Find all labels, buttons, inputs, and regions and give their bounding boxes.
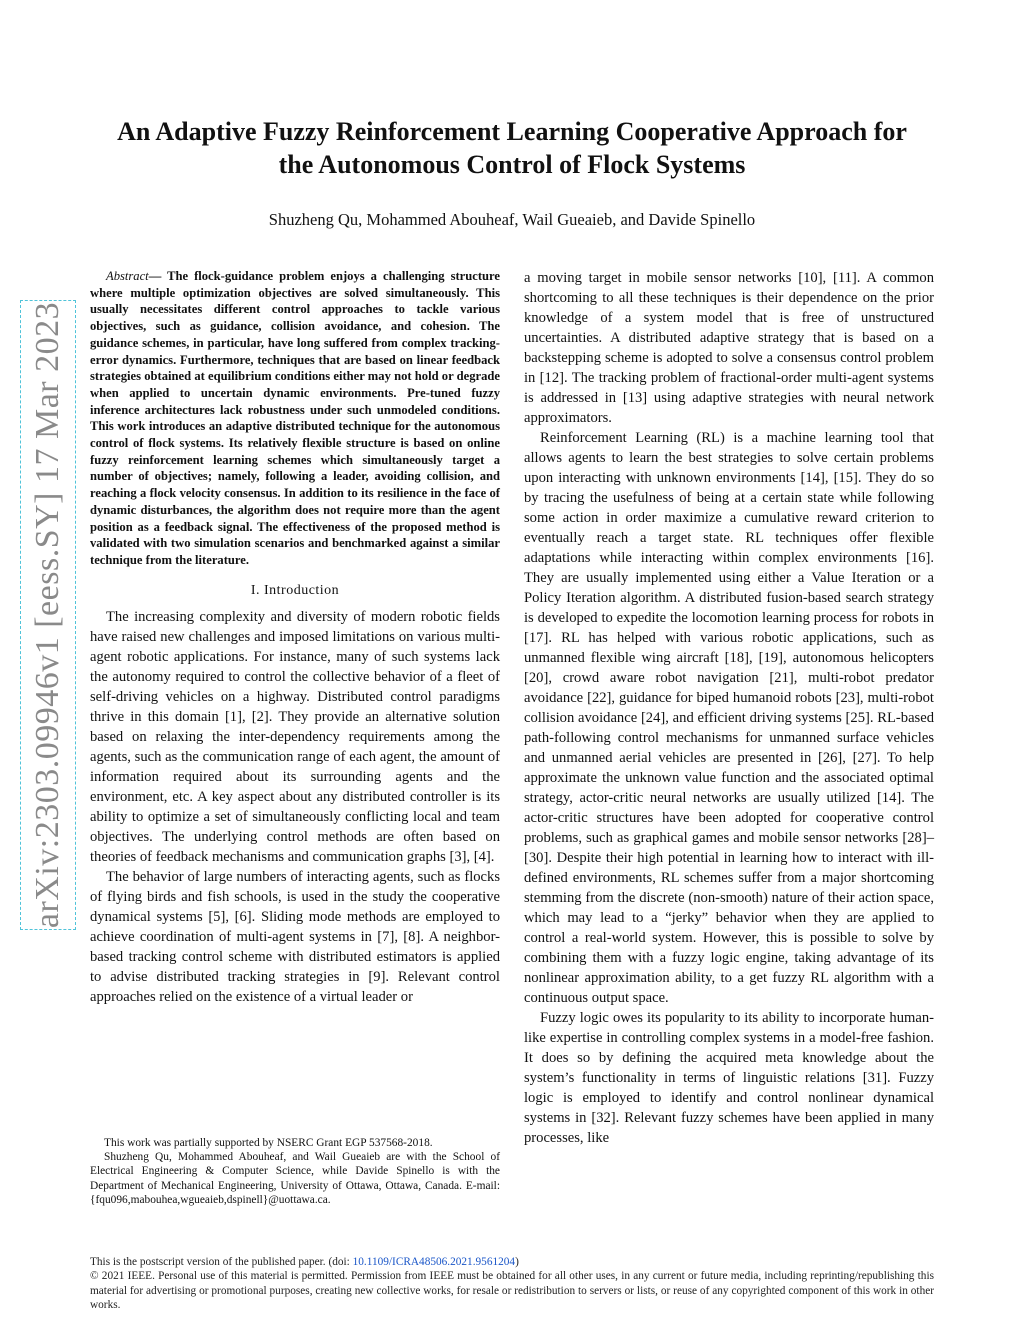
right-paragraph-3: Fuzzy logic owes its popularity to its ability to incorporate human-like expertise in controlling complex systems in a model-free fashion. It does so by defining the acquired meta knowledge about the system’s functionality in terms of linguistic relations [31]. Fuzzy logic is employed to identify and control nonlinear dynamical systems in [32]. Relevant fuzzy schemes have been applied in many processes, like bbox=[524, 1010, 934, 1146]
right-column bbox=[524, 268, 934, 1148]
left-column bbox=[90, 268, 500, 1007]
footnote-affiliation: Shuzheng Qu, Mohammed Abouheaf, and Wail Gueaieb are with the School of Electrical Engineering & Computer Science, while Davide Spinello is with the Department of Mechanical Engineering, University of Ottawa, Ottawa, Canada. E-mail: {fqu096,mabouhea,wgueaieb,dspinell}@uottawa.ca. bbox=[90, 1151, 500, 1206]
abstract bbox=[90, 268, 500, 569]
arxiv-watermark-text: arXiv:2303.09946v1 [eess.SY] 17 Mar 2023 bbox=[29, 301, 66, 929]
paper-title bbox=[90, 115, 934, 181]
right-paragraph-1: a moving target in mobile sensor networks [10], [11]. A common shortcoming to all these techniques is their dependence on the prior knowledge of a system model that is free of unstructured uncertainties. A distributed adaptive strategy that is based on a backstepping scheme is adopted to solve a consensus control problem in [12]. The tracking problem of fractional-order multi-agent systems is addressed in [13] using adaptive strategies with neural network approximators. bbox=[524, 270, 934, 426]
footnote bbox=[90, 1136, 500, 1207]
section-heading-introduction: I. Introduction bbox=[250, 582, 340, 598]
footnote-funding: This work was partially supported by NSERC Grant EGP 537568-2018. bbox=[104, 1137, 433, 1149]
notice-prefix: This is the postscript version of the published paper. (doi: bbox=[90, 1256, 353, 1268]
doi-link[interactable]: 10.1109/ICRA48506.2021.9561204 bbox=[352, 1256, 516, 1268]
abstract-label: Abstract bbox=[106, 269, 149, 283]
publication-notice bbox=[90, 1255, 934, 1312]
title-line-2: the Autonomous Control of Flock Systems bbox=[278, 150, 746, 179]
intro-paragraph-1: The increasing complexity and diversity of modern robotic fields have raised new challenges and imposed limitations on various multi-agent robotic applications. For instance, many of such systems lack the autonomy required to control the collective behavior of a fleet of self-driving vehicles on a highway. Distributed control paradigms thrive in this domain [1], [2]. They provide an alternative solution based on relaxing the inter-dependency requirements among the agents, such as the communication range of each agent, the amount of information required about its surrounding agents and the environment, etc. A key aspect about any distributed controller is its ability to optimize a set of simultaneously conflicting local and team objectives. The underlying control methods are often based on theories of feedback mechanisms and communication graphs [3], [4]. bbox=[90, 608, 500, 865]
postscript-notice bbox=[90, 1255, 934, 1269]
abstract-text: The flock-guidance problem enjoys a challenging structure where multiple optimization objectives are solved simultaneously. This usually necessitates different control approaches to tackle various objectives, such as guidance, collision avoidance, and cohesion. The guidance schemes, in particular, have long suffered from complex tracking-error dynamics. Furthermore, techniques that are based on linear feedback strategies obtained at equilibrium conditions either may not hold or degrade when applied to uncertain dynamic environments. Pre-tuned fuzzy inference architectures lack robustness under such unmodeled conditions. This work introduces an adaptive distributed technique for the autonomous control of flock systems. Its relatively flexible structure is based on online fuzzy reinforcement learning schemes which simultaneously target a number of objectives; namely, following a leader, avoiding collision, and reaching a flock velocity consensus. In addition to its resilience in the face of dynamic disturbances, the algorithm does not require more than the agent position as a feedback signal. The effectiveness of the proposed method is validated with two simulation scenarios and benchmarked against a similar technique from the literature. bbox=[90, 269, 500, 567]
arxiv-watermark bbox=[20, 300, 76, 930]
notice-suffix: ) bbox=[515, 1256, 519, 1268]
title-line-1: An Adaptive Fuzzy Reinforcement Learning Cooperative Approach for bbox=[117, 117, 907, 146]
copyright-notice: © 2021 IEEE. Personal use of this material is permitted. Permission from IEEE must be obtained for all other uses, in any current or future media, including reprinting/republishing this material for advertising or promotional purposes, creating new collective works, for resale or redistribution to servers or lists, or reuse of any copyrighted component of this work in other works. bbox=[90, 1270, 934, 1311]
right-paragraph-2: Reinforcement Learning (RL) is a machine learning tool that allows agents to learn the best strategies to solve certain problems upon interacting with unknown environments [14], [15]. They do so by tracing the usefulness of being at a certain state while following some action in order maximize a cumulative reward criterion to eventually reach a target state. RL techniques offer flexible adaptations while interacting within complex environments [16]. They are usually implemented using either a Value Iteration or a Policy Iteration algorithm. A distributed fusion-based search strategy is developed to expedite the locomotion learning process for robots in [17]. RL has helped with various robotic applications, such as unmanned flexible wing aircraft [18], [19], autonomous helicopters [20], crowd aware robot navigation [21], multi-robot predator avoidance [22], guidance for biped humanoid robots [23], multi-robot collision avoidance [24], and efficient driving systems [25]. RL-based path-following control mechanisms for unmanned surface vehicles and unmanned aerial vehicles are presented in [26], [27]. To help approximate the unknown value function and the associated optimal strategy, actor-critic neural networks are usually utilized [14]. The actor-critic structures have been adopted for cooperative control problems, such as graphical games and mobile sensor networks [28]–[30]. Despite their high potential in learning how to interact with ill-defined environments, RL schemes suffer from a major shortcoming stemming from the discrete (non-smooth) nature of their action space, which may lead to a “jerky” behavior when they are applied to control a real-world system. However, this is possible to solve by combining them with a fuzzy logic engine, taking advantage of its nonlinear approximation ability, to a get fuzzy RL algorithm with a continuous output space. bbox=[524, 430, 934, 1006]
intro-paragraph-2: The behavior of large numbers of interacting agents, such as flocks of flying birds and fish schools, is used in the study the cooperative dynamical systems [5], [6]. Sliding mode methods are employed to achieve coordination of multi-agent systems in [7], [8]. A neighbor-based tracking control scheme with distributed estimators is applied to advise distributed tracking strategies in [9]. Relevant control approaches relied on the existence of a virtual leader or bbox=[90, 868, 500, 1005]
author-list: Shuzheng Qu, Mohammed Abouheaf, Wail Gueaieb, and Davide Spinello bbox=[268, 210, 756, 229]
abstract-separator: — bbox=[148, 269, 168, 283]
